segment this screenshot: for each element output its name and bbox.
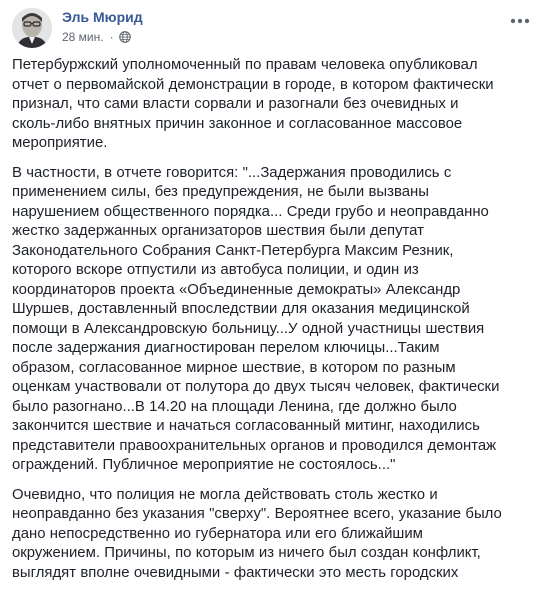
post-text-line: Петербуржский уполномоченный по правам человека опубликовал [12, 57, 478, 73]
globe-icon[interactable] [119, 31, 131, 43]
post-meta [62, 30, 131, 44]
post-paragraph [12, 164, 534, 476]
post-text-line: выглядят вполне очевидными - фактически это месть городских [12, 564, 459, 581]
post-text-line: которого вскоре отпустили из автобуса полиции, и один из [12, 262, 419, 278]
post-text-line: дано непосредственно ио губернатора или его ближайшим [12, 525, 423, 542]
post-text-line: ограждений. Публичное мероприятие не состоялось..." [12, 457, 396, 473]
post-text-line: отчет о первомайской демонстрации в городе, в котором фактически [12, 76, 494, 93]
post-text-line: применением силы, без предупреждения, не были вызваны [12, 184, 429, 200]
post-text-line: Законодательного Собрания Санкт-Петербурга Максим Резник, [12, 242, 454, 259]
post-text-line: Очевидно, что полиция не могла действовать столь жестко и [12, 486, 438, 503]
post-text-line: помощи в Александровскую больницу...У одной участницы шествия [12, 320, 485, 337]
post-text-line: сколь-либо внятных причин законное и согласованное массовое [12, 115, 463, 132]
author-avatar[interactable] [12, 8, 52, 48]
post-body [12, 56, 534, 593]
more-horizontal-icon[interactable] [509, 14, 531, 26]
post-timestamp[interactable]: 28 мин. [62, 30, 104, 44]
post-header [12, 8, 531, 48]
author-name[interactable]: Эль Мюрид [62, 9, 143, 25]
post-text-line: закончится шествие и начаться согласованный митинг, находились [12, 418, 480, 434]
post-paragraph [12, 56, 534, 154]
meta-separator: · [109, 30, 114, 44]
post-text-line: жестко задержанных организаторов шествия были депутат [12, 223, 424, 239]
post-text-line: нарушением общественного порядка... Среди грубо и неоправданно [12, 203, 489, 220]
post-text-line: было разогнано...В 14.20 на площади Ленина, где должно было [12, 398, 457, 415]
post-text-line: окружением. Причины, по которым из ничего был создан конфликт, [12, 545, 481, 561]
post-text-line: мероприятие. [12, 135, 108, 151]
post-text-line: признал, что сами власти сорвали и разогнали без очевидных и [12, 96, 459, 112]
post-text-line: после задержания диагностирован перелом ключицы...Таким [12, 340, 440, 356]
post-text-line: координаторов проекта «Объединенные демократы» Александр [12, 281, 461, 298]
post-text-line: неоправданно без указания "сверху". Вероятнее всего, указание было [12, 506, 502, 522]
post-text-line: представители правоохранительных органов и проводился демонтаж [12, 437, 497, 454]
post-text-line: оценкам участвовали от полутора до двух тысяч человек, фактически [12, 379, 500, 395]
post-text-line: Шуршев, доставленный впоследствии для оказания медицинской [12, 301, 470, 317]
post-text-line: образом, согласованное мирное шествие, в котором по разным [12, 359, 456, 376]
avatar-image [12, 8, 52, 48]
post-paragraph [12, 486, 534, 584]
post-text-line: В частности, в отчете говорится: "...Задержания проводились с [12, 164, 452, 181]
